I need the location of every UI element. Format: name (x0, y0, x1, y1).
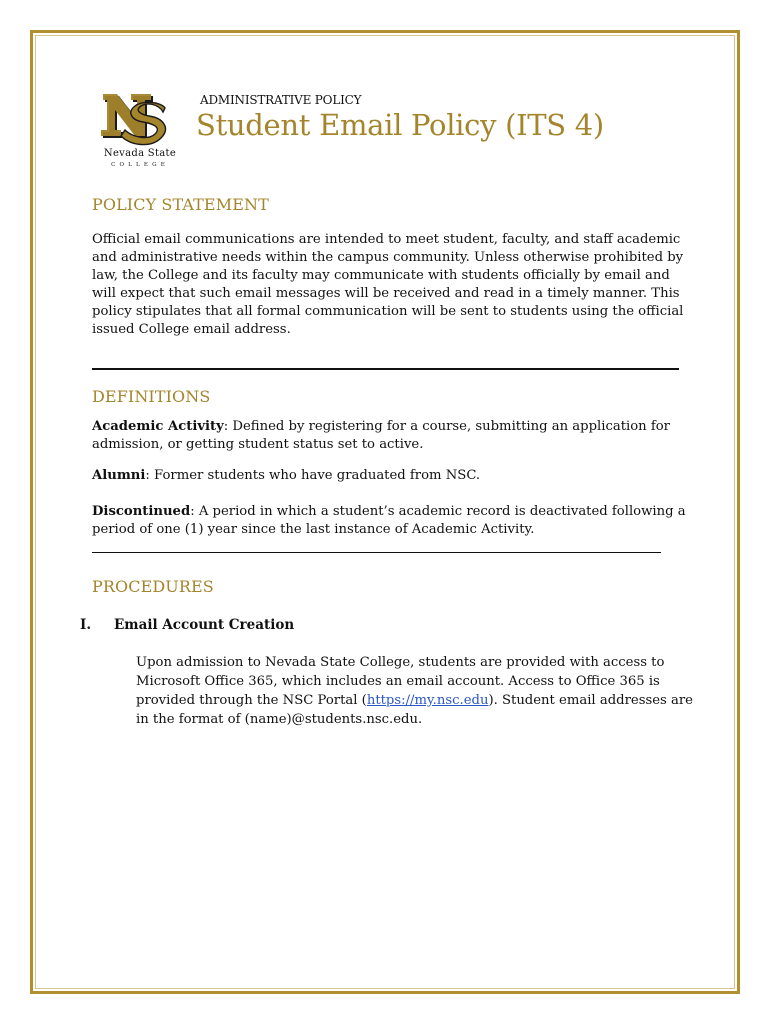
logo-subtitle: COLLEGE (111, 162, 169, 168)
section-divider (92, 552, 661, 553)
logo-wordmark: Nevada State (103, 148, 177, 159)
definition-term: Academic Activity (92, 419, 224, 434)
procedure-body (136, 653, 696, 729)
definition-text: : A period in which a student’s academic record is deactivated following a period of one (1) year since the last instance of Academic Activity. (92, 504, 686, 537)
definition-term: Alumni (92, 468, 146, 483)
college-logo (95, 92, 185, 172)
nsc-portal-link[interactable]: https://my.nsc.edu (366, 693, 489, 708)
policy-statement-body: Official email communications are intended to meet student, faculty, and staff academic and administrative needs within the campus community. Unless otherwise prohibited by law, the College and its faculty may communicate with students officially by email and will expect that such email messages will be received and read in a timely manner. This policy stipulates that all formal communication will be sent to students using the official issued College email address. (92, 232, 684, 337)
section-divider (92, 368, 679, 370)
document-category: ADMINISTRATIVE POLICY (200, 93, 362, 107)
definition-text: : Former students who have graduated from NSC. (145, 468, 481, 483)
procedure-text: ). Student email addresses are in the format of (name)@students.nsc.edu. (136, 693, 693, 727)
procedure-text: Upon admission to Nevada State College, students are provided with access to Microsoft Office 365, which includes an email account. Access to Office 365 is provided through the NSC Portal ( (136, 655, 665, 708)
definitions-heading: DEFINITIONS (92, 387, 211, 406)
definition-item (92, 418, 692, 454)
definition-item (92, 467, 692, 485)
policy-statement-heading: POLICY STATEMENT (92, 195, 269, 214)
procedures-heading: PROCEDURES (92, 577, 214, 596)
document-title: Student Email Policy (ITS 4) (196, 108, 604, 142)
definition-text: : Defined by registering for a course, submitting an application for admission, or getting student status set to active. (92, 419, 670, 452)
definition-item (92, 503, 692, 539)
definition-term: Discontinued (92, 504, 191, 519)
ns-monogram-icon (95, 92, 185, 148)
procedure-title: Email Account Creation (114, 617, 295, 633)
procedure-number: I. (80, 617, 92, 633)
